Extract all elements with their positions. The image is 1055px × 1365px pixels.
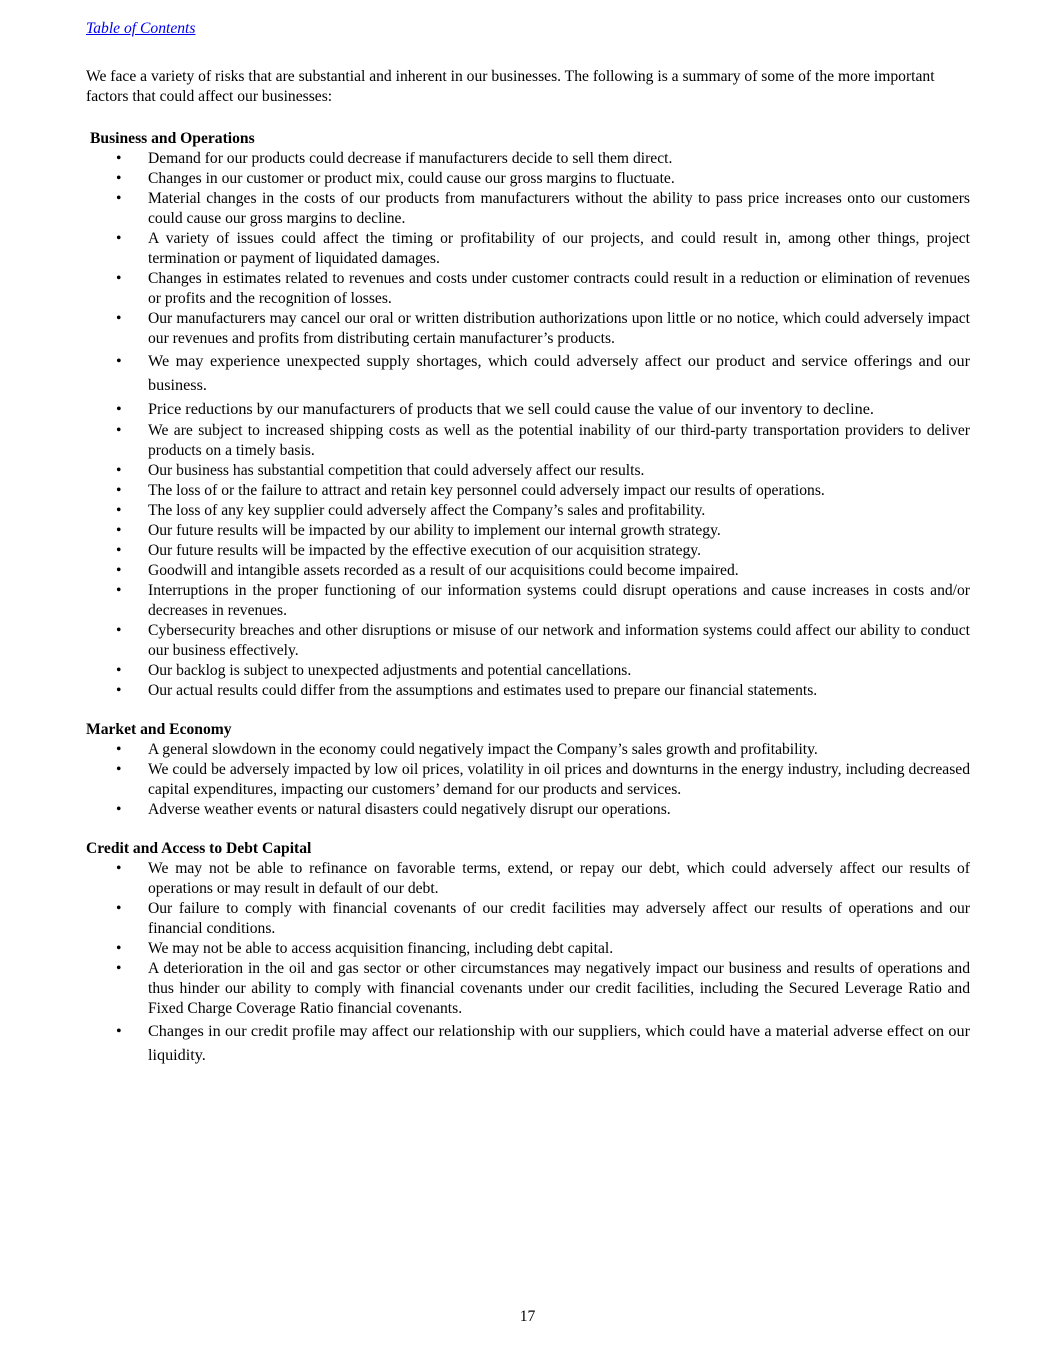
bullet-icon: • xyxy=(116,502,122,519)
list-item: • Goodwill and intangible assets recorded as a result of our acquisitions could become impaired. xyxy=(116,562,739,579)
risk-list xyxy=(86,859,970,1067)
bullet-icon: • xyxy=(116,230,122,247)
list-item: • Changes in estimates related to revenues and costs under customer contracts could result in a reduction or elimination of revenues or profits and the recognition of losses. xyxy=(116,270,970,307)
bullet-icon: • xyxy=(116,662,122,679)
bullet-icon: • xyxy=(116,900,122,917)
bullet-icon: • xyxy=(116,270,122,287)
list-item: • Changes in our customer or product mix, could cause our gross margins to fluctuate. xyxy=(116,170,675,187)
bullet-icon: • xyxy=(116,940,122,957)
bullet-icon: • xyxy=(116,310,122,327)
bullet-icon: • xyxy=(116,150,122,167)
list-item: • Interruptions in the proper functioning of our information systems could disrupt operations and cause increases in costs and/or decreases in revenues. xyxy=(116,582,970,619)
list-item: • Cybersecurity breaches and other disruptions or misuse of our network and information systems could affect our ability to conduct our business effectively. xyxy=(116,622,970,659)
bullet-icon: • xyxy=(116,622,122,639)
list-item: • Material changes in the costs of our products from manufacturers without the ability to pass price increases onto our customers could cause our gross margins to decline. xyxy=(116,190,970,227)
list-item: • Our future results will be impacted by the effective execution of our acquisition strategy. xyxy=(116,542,701,559)
list-item: • Adverse weather events or natural disasters could negatively disrupt our operations. xyxy=(116,801,671,818)
list-item: • Demand for our products could decrease if manufacturers decide to sell them direct. xyxy=(116,150,673,167)
list-item: • Our failure to comply with financial covenants of our credit facilities may adversely affect our results of operations and our financial conditions. xyxy=(116,900,970,937)
list-item: • We are subject to increased shipping costs as well as the potential inability of our third-party transportation providers to deliver products on a timely basis. xyxy=(116,422,970,459)
list-item: • We may experience unexpected supply shortages, which could adversely affect our product and service offerings and our business. xyxy=(86,349,970,397)
section-heading: Business and Operations xyxy=(90,130,255,147)
bullet-icon: • xyxy=(116,860,122,877)
bullet-icon: • xyxy=(116,482,122,499)
section-credit-and-access-to-debt-capital xyxy=(86,839,970,1067)
list-item: • Our business has substantial competition that could adversely affect our results. xyxy=(116,462,645,479)
list-item: • We may not be able to access acquisition financing, including debt capital. xyxy=(116,940,614,957)
table-of-contents-link[interactable]: Table of Contents xyxy=(86,20,196,37)
bullet-icon: • xyxy=(116,462,122,479)
bullet-icon: • xyxy=(116,582,122,599)
bullet-icon: • xyxy=(116,190,122,207)
bullet-icon: • xyxy=(116,422,122,439)
bullet-icon: • xyxy=(116,801,122,818)
bullet-icon: • xyxy=(116,960,122,977)
section-heading: Market and Economy xyxy=(86,721,232,738)
bullet-icon: • xyxy=(116,562,122,579)
list-item: • We could be adversely impacted by low oil prices, volatility in oil prices and downturns in the energy industry, including decreased capital expenditures, impacting our customers’ demand for our products and services. xyxy=(116,761,970,798)
list-item: • A deterioration in the oil and gas sector or other circumstances may negatively impact our business and results of operations and thus hinder our ability to comply with financial covenants under our credit facilities, including the Secured Leverage Ratio and Fixed Charge Coverage Ratio financial covenants. xyxy=(116,960,970,1017)
bullet-icon: • xyxy=(116,761,122,778)
list-item: • The loss of any key supplier could adversely affect the Company’s sales and profitability. xyxy=(116,502,706,519)
list-item: • Our actual results could differ from the assumptions and estimates used to prepare our financial statements. xyxy=(116,682,818,699)
bullet-icon: • xyxy=(116,1022,122,1040)
intro-paragraph: We face a variety of risks that are substantial and inherent in our businesses. The following is a summary of some of the more important factors that could affect our businesses: xyxy=(86,68,935,105)
bullet-icon: • xyxy=(116,522,122,539)
bullet-icon: • xyxy=(116,741,122,758)
bullet-icon: • xyxy=(116,682,122,699)
bullet-icon: • xyxy=(116,400,122,418)
bullet-icon: • xyxy=(116,352,122,370)
bullet-icon: • xyxy=(116,542,122,559)
risk-list xyxy=(86,149,970,701)
risk-list xyxy=(86,740,970,820)
list-item: • The loss of or the failure to attract and retain key personnel could adversely impact our results of operations. xyxy=(116,482,825,499)
list-item: • A general slowdown in the economy could negatively impact the Company’s sales growth and profitability. xyxy=(116,741,818,758)
list-item: • We may not be able to refinance on favorable terms, extend, or repay our debt, which could adversely affect our results of operations or may result in default of our debt. xyxy=(116,860,970,897)
list-item: • Our future results will be impacted by our ability to implement our internal growth strategy. xyxy=(116,522,721,539)
list-item: • A variety of issues could affect the timing or profitability of our projects, and could result in, among other things, project termination or payment of liquidated damages. xyxy=(116,230,970,267)
bullet-icon: • xyxy=(116,170,122,187)
list-item: • Price reductions by our manufacturers of products that we sell could cause the value of our inventory to decline. xyxy=(86,397,970,421)
page-number: 17 xyxy=(519,1308,536,1325)
list-item: • Our backlog is subject to unexpected adjustments and potential cancellations. xyxy=(116,662,632,679)
list-item: • Changes in our credit profile may affect our relationship with our suppliers, which could have a material adverse effect on our liquidity. xyxy=(86,1019,970,1067)
section-market-and-economy xyxy=(86,720,970,820)
section-heading: Credit and Access to Debt Capital xyxy=(86,840,312,857)
section-business-and-operations xyxy=(86,129,970,701)
list-item: • Our manufacturers may cancel our oral or written distribution authorizations upon little or no notice, which could adversely impact our revenues and profits from distributing certain manufacturer’s products. xyxy=(116,310,970,347)
